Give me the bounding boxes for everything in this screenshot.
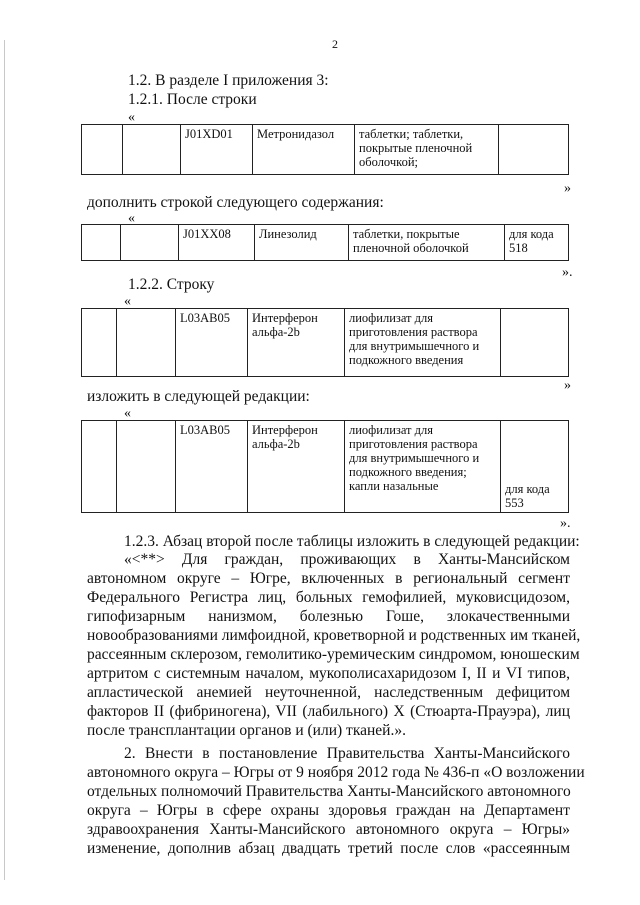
empty-cell: [82, 309, 117, 377]
empty-cell: [82, 125, 123, 175]
dosage-form-cell: лиофилизат для приготовления раствора для внутримышечного и подкожного введения: [345, 309, 501, 377]
para1-line: автономном округе – Югре, включенных в региональный сегмент: [87, 570, 570, 587]
supplement-text: дополнить строкой следующего содержания:: [87, 194, 384, 211]
dosage-form-cell: лиофилизат для приготовления раствора для внутримышечного и подкожного введения; капли назальные: [345, 421, 501, 513]
atc-code-cell: J01XX08: [179, 225, 255, 261]
section-1-2-2: 1.2.2. Строку: [128, 276, 215, 293]
para1-line: Федерального Регистра лиц, больных гемофилией, муковисцидозом,: [87, 589, 570, 606]
para2-line: автономного округа – Югры от 9 ноября 2012 года № 436-п «О возложении: [87, 764, 585, 781]
para1-line: новообразованиями лимфоидной, кроветворной и родственных им тканей,: [87, 627, 581, 644]
note-cell: [499, 125, 569, 175]
open-quote: «: [124, 294, 131, 309]
note-cell: [501, 309, 569, 377]
para2-line: 2. Внести в постановление Правительства Ханты-Мансийского: [124, 745, 570, 762]
empty-cell: [117, 421, 176, 513]
open-quote: «: [124, 406, 131, 421]
table-row-2: [81, 224, 569, 261]
restate-text: изложить в следующей редакции:: [87, 388, 310, 405]
note-cell: для кода 518: [505, 225, 569, 261]
empty-cell: [117, 309, 176, 377]
scan-edge: [4, 40, 5, 880]
section-1-2: 1.2. В разделе I приложения 3:: [128, 72, 329, 89]
drug-name-cell: Линезолид: [255, 225, 349, 261]
drug-name-cell: Интерферон альфа-2b: [248, 421, 345, 513]
dosage-form-cell: таблетки, покрытые пленочной оболочкой: [349, 225, 505, 261]
dosage-form-cell: таблетки; таблетки, покрытые пленочной оболочкой;: [355, 125, 499, 175]
close-quote: ».: [562, 265, 573, 280]
atc-code-cell: J01XD01: [181, 125, 253, 175]
table-row-4: [81, 420, 569, 513]
para2-line: округа – Югры в сфере охраны здоровья граждан на Департамент: [87, 802, 570, 819]
section-1-2-1: 1.2.1. После строки: [128, 91, 257, 108]
close-quote: »: [564, 378, 571, 393]
para1-line: артритом с системным началом, мукополисахаридозом I, II и VI типов,: [87, 665, 570, 682]
para1-line: рассеянным склерозом, гемолитико-уремическим синдромом, юношеским: [87, 646, 580, 663]
section-1-2-3: 1.2.3. Абзац второй после таблицы изложить в следующей редакции:: [124, 533, 580, 550]
open-quote: «: [128, 110, 135, 125]
empty-cell: [123, 125, 181, 175]
empty-cell: [82, 225, 121, 261]
para1-line: гипофизарным нанизмом, болезнью Гоше, злокачественными: [87, 608, 570, 625]
table-row-1: [81, 124, 569, 175]
close-quote: »: [564, 181, 571, 196]
para1-line: «<**> Для граждан, проживающих в Ханты-Мансийском: [124, 551, 570, 568]
para1-last-line: после трансплантации органов и (или) тканей.».: [87, 722, 406, 739]
para1-line: апластической анемией неуточненной, наследственным дефицитом: [87, 684, 570, 701]
atc-code-cell: L03AB05: [176, 421, 248, 513]
para2-line: изменение, дополнив абзац двадцать третий после слов «рассеянным: [87, 840, 570, 857]
para1-line: факторов II (фибриногена), VII (лабильного) X (Стюарта-Прауэра), лиц: [87, 703, 570, 720]
para2-line: отдельных полномочий Правительства Ханты-Мансийского автономного: [87, 783, 571, 800]
open-quote: «: [128, 211, 135, 226]
drug-name-cell: Метронидазол: [253, 125, 355, 175]
atc-code-cell: L03AB05: [176, 309, 248, 377]
note-cell: для кода 553: [501, 421, 569, 513]
close-quote: ».: [560, 516, 571, 531]
para2-line: здравоохранения Ханты-Мансийского автономного округа – Югры»: [87, 821, 570, 838]
empty-cell: [82, 421, 117, 513]
table-row-3: [81, 308, 569, 377]
empty-cell: [121, 225, 179, 261]
page-number: 2: [332, 37, 338, 51]
drug-name-cell: Интерферон альфа-2b: [248, 309, 345, 377]
